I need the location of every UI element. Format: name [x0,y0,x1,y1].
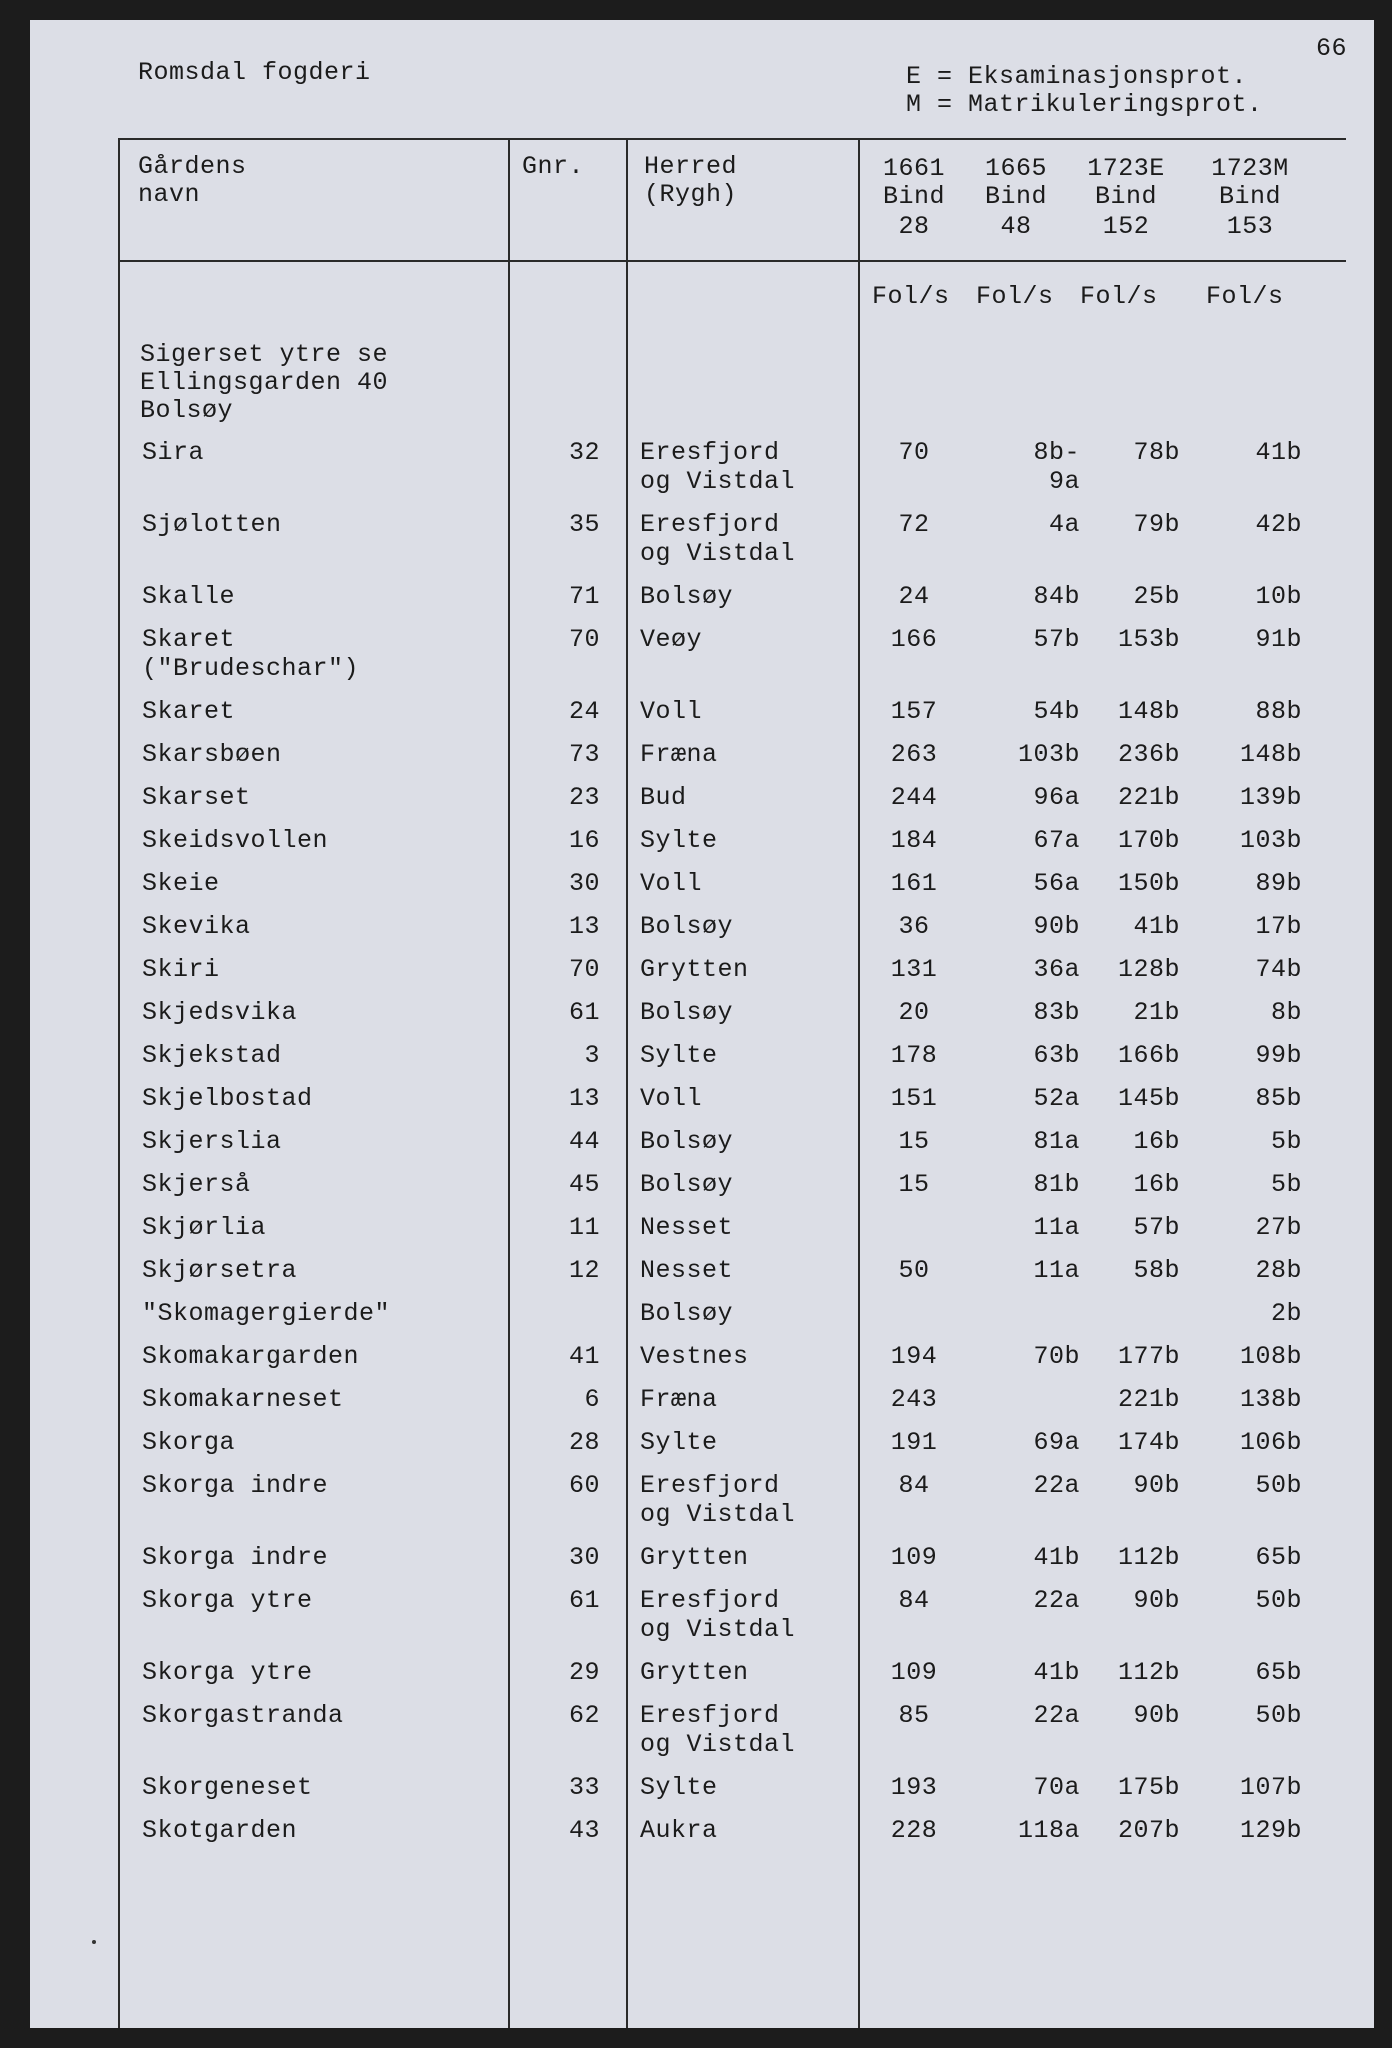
herred-cell: Bolsøy [640,1299,734,1328]
fol-1723e-cell: 221b [1117,783,1180,812]
table-row [30,625,1374,683]
herred-cell: Vestnes [640,1342,749,1371]
fol-1723m-cell: 65b [1255,1543,1302,1572]
gnr-cell: 11 [568,1213,600,1242]
herred-cell: Grytten [640,955,749,984]
fol-1723m-cell: 10b [1255,582,1302,611]
fol-1723e-cell: 41b [1133,912,1180,941]
herred-cell: Sylte [640,1041,718,1070]
fol-1723m-cell: 2b [1270,1299,1302,1328]
fol-1723m-cell: 50b [1255,1586,1302,1615]
gnr-cell: 13 [568,1084,600,1113]
fol-1665-cell: 70b [1033,1342,1080,1371]
table-row [30,1428,1374,1457]
table-row [30,1385,1374,1414]
herred-cell: Bud [640,783,687,812]
fol-1723e-cell: 166b [1117,1041,1180,1070]
herred-cell: Grytten [640,1543,749,1572]
gnr-cell: 71 [568,582,600,611]
fol-1661-cell: 228 [890,1816,938,1845]
fol-1723e-cell: 128b [1117,955,1180,984]
gnr-cell: 24 [568,697,600,726]
fol-1723m-cell: 129b [1239,1816,1302,1845]
gnr-cell: 45 [568,1170,600,1199]
table-row [30,510,1374,568]
fol-1723e-cell: 148b [1117,697,1180,726]
gnr-cell: 23 [568,783,600,812]
fol-1723m-cell: 27b [1255,1213,1302,1242]
fol-1723m-cell: 91b [1255,625,1302,654]
table-row [30,582,1374,611]
farm-name: Sira [142,438,205,467]
fol-1723m-cell: 65b [1255,1658,1302,1687]
fol-1665-cell: 63b [1033,1041,1080,1070]
farm-name: Skarsbøen [142,740,282,769]
fol-1661-cell: 243 [890,1385,938,1414]
fol-1661-cell: 36 [898,912,930,941]
herred-cell: Eresfjord [640,510,780,539]
fol-1661-cell: 109 [890,1543,938,1572]
farm-name: Skjerslia [142,1127,282,1156]
fol-1723m-cell: 99b [1255,1041,1302,1070]
fol-1723e-cell: 145b [1117,1084,1180,1113]
fol-1665-cell: 83b [1033,998,1080,1027]
farm-name: "Skomagergierde" [142,1299,391,1328]
farm-name: Skjekstad [142,1041,282,1070]
fol-1665-cell: 11a [1033,1256,1080,1285]
herred-cell: Bolsøy [640,1127,734,1156]
gnr-cell: 60 [568,1471,600,1500]
farm-name: Skeie [142,869,220,898]
fol-1661-cell: 15 [898,1170,930,1199]
fol-1661-cell: 166 [890,625,938,654]
fol-1665-cell: 22a [1033,1701,1080,1730]
fol-1661-cell: 193 [890,1773,938,1802]
fol-1665-cell: 81a [1033,1127,1080,1156]
fol-1723e-cell: 57b [1133,1213,1180,1242]
fol-1723e-cell: 90b [1133,1471,1180,1500]
table-row [30,1342,1374,1371]
fol-1661-cell: 72 [898,510,930,539]
fol-1661-cell: 24 [898,582,930,611]
table-row [30,438,1374,496]
table-row [30,1471,1374,1529]
fol-1661-cell: 131 [890,955,938,984]
farm-name: Skorga [142,1428,236,1457]
fol-1723e-cell: 221b [1117,1385,1180,1414]
fol-1661-cell: 50 [898,1256,930,1285]
herred-cell: Grytten [640,1658,749,1687]
fol-1723m-cell: 107b [1239,1773,1302,1802]
document-page: 66 Romsdal fogderi E = Eksaminasjonsprot. M = Matrikuleringsprot. Gårdens navn Gnr. Herred (Rygh) 1661 Bind 28 1665 Bind 48 1723E Bind 152 1723M Bind 153 Fol/s Fol/s Fol/s Fol/s Sigerset ytre se Ellingsgarden 40 Bolsøy Sira 32 Eresfjord og Vistdal 70 8b- 9a 78b 41b Sjølotten 35 Eresfjord og Vistdal 72 4a 79b 42b Skalle 71 Bolsøy 24 84b 25b 10b Skaret ("Brudeschar") 70 Veøy 166 57b 153b 91b Skaret 24 Voll 157 54b 148b 88b Skarsbøen 73 Fræna 263 103b 236b 148b Skarset 23 Bud 244 96a 221b 139b Skeidsvollen 16 Sylte 184 67a 170b 103b Skeie 30 Voll 161 56a 150b 89b Skevika 13 Bolsøy 36 90b 41b 17b Skiri 70 Grytten 131 36a 128b 74b Skjedsvika 61 Bolsøy 20 83b 21b 8b Skjekstad 3 Sylte 178 63b 166b 99b Skjelbostad 13 Voll 151 52a 145b 85b Skjerslia 44 Bolsøy 15 81a 16b 5b Skjerså 45 Bolsøy 15 81b 16b 5b Skjørlia 11 Nesset 11a 57b 27b Skjørsetra 12 Nesset 50 11a 58b 28b "Skomagergierde" Bolsøy 2b Skomakargarden 41 Vestnes 194 70b 177b 108b Skomakarneset 6 Fræna 243 221b 138b Skorga 28 Sylte 191 69a 174b 106b Skorga indre 60 Eresfjord og Vistdal 84 22a 90b 50b Skorga indre 30 Grytten 109 41b 112b 65b Skorga ytre 61 Eresfjord og Vistdal 84 22a 90b 50b Skorga ytre 29 Grytten 109 41b 112b 65b Skorgastranda 62 Eresfjord og Vistdal 85 22a 90b 50b Skorgeneset 33 Sylte 193 70a 175b 107b Skotgarden 43 Aukra 228 118a 207b 129b [30,20,1374,2028]
farm-name: Skalle [142,582,236,611]
fol-1665-cell: 90b [1033,912,1080,941]
fol-1723m-cell: 50b [1255,1701,1302,1730]
fol-1661-cell: 84 [898,1586,930,1615]
fol-1723e-cell: 175b [1117,1773,1180,1802]
herred-cell: Eresfjord [640,1471,780,1500]
table-row [30,1701,1374,1759]
gnr-cell: 44 [568,1127,600,1156]
herred-cell: Eresfjord [640,438,780,467]
fol-1665-cell: 41b [1033,1658,1080,1687]
fol-1665-cell: 70a [1033,1773,1080,1802]
herred-cell: Veøy [640,625,703,654]
fol-1723m-cell: 85b [1255,1084,1302,1113]
table-row [30,1543,1374,1572]
farm-name: Skorga ytre [142,1586,313,1615]
farm-name: Skomakargarden [142,1342,360,1371]
table-row [30,955,1374,984]
farm-name: Skjørsetra [142,1256,298,1285]
gnr-cell: 43 [568,1816,600,1845]
table-row [30,1816,1374,1845]
fol-1665-cell: 8b- [1033,438,1080,467]
farm-name: Skjørlia [142,1213,267,1242]
herred-cell: Fræna [640,740,718,769]
gnr-cell: 35 [568,510,600,539]
herred-cell: Aukra [640,1816,718,1845]
fol-1723e-cell: 21b [1133,998,1180,1027]
header-bottom-rule [118,260,1346,262]
farm-name: Skorgeneset [142,1773,313,1802]
farm-name: Skaret [142,697,236,726]
herred-cell: og Vistdal [640,467,796,496]
fol-1723m-cell: 5b [1270,1170,1302,1199]
herred-cell: Fræna [640,1385,718,1414]
herred-cell: Voll [640,697,703,726]
fol-1723m-cell: 103b [1239,826,1302,855]
fol-1723m-cell: 8b [1270,998,1302,1027]
fol-1661-cell: 85 [898,1701,930,1730]
farm-name: Skaret [142,625,236,654]
table-row [30,1127,1374,1156]
herred-cell: Eresfjord [640,1701,780,1730]
gnr-cell: 32 [568,438,600,467]
herred-cell: Sylte [640,1428,718,1457]
fol-1665-cell: 103b [1017,740,1080,769]
farm-name: Skjelbostad [142,1084,313,1113]
gnr-cell: 33 [568,1773,600,1802]
fol-1665-cell: 57b [1033,625,1080,654]
fol-1665-cell: 67a [1033,826,1080,855]
herred-cell: og Vistdal [640,1730,796,1759]
header-top-rule [118,138,1346,140]
herred-cell: Bolsøy [640,1170,734,1199]
gnr-cell: 3 [584,1041,600,1070]
table-row [30,1170,1374,1199]
legend-e: E = Eksaminasjonsprot. [906,62,1248,91]
gnr-cell: 41 [568,1342,600,1371]
column-header-gnr: Gnr. [522,152,585,181]
fol-1723m-cell: 42b [1255,510,1302,539]
gnr-cell: 61 [568,998,600,1027]
farm-name: Skevika [142,912,251,941]
table-row [30,697,1374,726]
fol-1665-cell: 41b [1033,1543,1080,1572]
fol-1661-cell: 184 [890,826,938,855]
herred-cell: Bolsøy [640,912,734,941]
herred-cell: Nesset [640,1213,734,1242]
fol-1661-cell: 194 [890,1342,938,1371]
farm-name: Skiri [142,955,220,984]
table-row [30,740,1374,769]
table-row [30,783,1374,812]
fol-1665-cell: 118a [1017,1816,1080,1845]
farm-name: Skorga indre [142,1543,329,1572]
herred-cell: Eresfjord [640,1586,780,1615]
fol-1661-cell: 244 [890,783,938,812]
table-row [30,1773,1374,1802]
fol-1723m-cell: 5b [1270,1127,1302,1156]
gnr-cell: 28 [568,1428,600,1457]
fol-1665-cell: 56a [1033,869,1080,898]
fol-1723m-cell: 17b [1255,912,1302,941]
gnr-cell: 6 [584,1385,600,1414]
fol-1723e-cell: 79b [1133,510,1180,539]
table-row [30,1586,1374,1644]
herred-cell: Sylte [640,826,718,855]
table-row [30,1213,1374,1242]
fol-1661-cell: 161 [890,869,938,898]
fol-1665-cell: 81b [1033,1170,1080,1199]
fol-1723e-cell: 153b [1117,625,1180,654]
table-row [30,1658,1374,1687]
herred-cell: Sylte [640,1773,718,1802]
fol-1661-cell: 151 [890,1084,938,1113]
herred-cell: og Vistdal [640,1615,796,1644]
fol-1723m-cell: 139b [1239,783,1302,812]
gnr-cell: 13 [568,912,600,941]
fol-1665-cell: 22a [1033,1471,1080,1500]
gnr-cell: 73 [568,740,600,769]
fol-1723m-cell: 41b [1255,438,1302,467]
gnr-cell: 16 [568,826,600,855]
fol-1723m-cell: 74b [1255,955,1302,984]
farm-name: Skarset [142,783,251,812]
table-row [30,1041,1374,1070]
table-row [30,826,1374,855]
fol-1723e-cell: 16b [1133,1170,1180,1199]
fol-1723m-cell: 88b [1255,697,1302,726]
fol-1665-cell: 52a [1033,1084,1080,1113]
fol-1665-cell: 9a [1048,467,1080,496]
fol-1723e-cell: 25b [1133,582,1180,611]
scan-dot [92,1940,96,1944]
legend-m: M = Matrikuleringsprot. [906,90,1263,119]
fol-1665-cell: 4a [1048,510,1080,539]
herred-cell: Bolsøy [640,998,734,1027]
herred-cell: Bolsøy [640,582,734,611]
fol-1661-cell: 263 [890,740,938,769]
fol-1723m-cell: 89b [1255,869,1302,898]
table-row [30,869,1374,898]
fol-1661-cell: 191 [890,1428,938,1457]
fol-1661-cell: 70 [898,438,930,467]
herred-cell: Nesset [640,1256,734,1285]
fol-1661-cell: 20 [898,998,930,1027]
fol-1723m-cell: 50b [1255,1471,1302,1500]
table-row [30,1084,1374,1113]
fol-1661-cell: 15 [898,1127,930,1156]
gnr-cell: 62 [568,1701,600,1730]
fol-1661-cell: 109 [890,1658,938,1687]
farm-name: Skotgarden [142,1816,298,1845]
fol-1723m-cell: 106b [1239,1428,1302,1457]
gnr-cell: 12 [568,1256,600,1285]
table-row [30,912,1374,941]
fol-1661-cell: 157 [890,697,938,726]
farm-name: Skorgastranda [142,1701,344,1730]
fol-1723e-cell: 112b [1117,1543,1180,1572]
fol-1665-cell: 22a [1033,1586,1080,1615]
gnr-cell: 30 [568,869,600,898]
fol-1723e-cell: 150b [1117,869,1180,898]
gnr-cell: 30 [568,1543,600,1572]
fol-1723e-cell: 58b [1133,1256,1180,1285]
herred-cell: og Vistdal [640,539,796,568]
fol-1723e-cell: 170b [1117,826,1180,855]
fol-1665-cell: 11a [1033,1213,1080,1242]
farm-name: ("Brudeschar") [142,654,360,683]
gnr-cell: 29 [568,1658,600,1687]
fol-1723e-cell: 16b [1133,1127,1180,1156]
fol-1723e-cell: 174b [1117,1428,1180,1457]
farm-name: Skorga indre [142,1471,329,1500]
gnr-cell: 70 [568,955,600,984]
fol-1723m-cell: 28b [1255,1256,1302,1285]
farm-name: Sjølotten [142,510,282,539]
farm-name: Skorga ytre [142,1658,313,1687]
gnr-cell: 70 [568,625,600,654]
fol-1723e-cell: 90b [1133,1701,1180,1730]
fol-1665-cell: 54b [1033,697,1080,726]
fol-1665-cell: 36a [1033,955,1080,984]
herred-cell: Voll [640,1084,703,1113]
fol-1665-cell: 69a [1033,1428,1080,1457]
table-row [30,998,1374,1027]
table-row [30,1256,1374,1285]
herred-cell: Voll [640,869,703,898]
farm-name: Skomakarneset [142,1385,344,1414]
fol-1661-cell: 178 [890,1041,938,1070]
fol-1665-cell: 96a [1033,783,1080,812]
fol-1723e-cell: 207b [1117,1816,1180,1845]
gnr-cell: 61 [568,1586,600,1615]
fol-1723e-cell: 78b [1133,438,1180,467]
fol-1723m-cell: 138b [1239,1385,1302,1414]
farm-name: Skjerså [142,1170,251,1199]
fol-1723e-cell: 236b [1117,740,1180,769]
page-number: 66 [1316,34,1348,63]
district-title: Romsdal fogderi [138,58,371,87]
fol-1723m-cell: 108b [1239,1342,1302,1371]
fol-1665-cell: 84b [1033,582,1080,611]
fol-1723m-cell: 148b [1239,740,1302,769]
fol-1723e-cell: 90b [1133,1586,1180,1615]
fol-1723e-cell: 112b [1117,1658,1180,1687]
farm-name: Skeidsvollen [142,826,329,855]
fol-1723e-cell: 177b [1117,1342,1180,1371]
table-row [30,1299,1374,1328]
fol-1661-cell: 84 [898,1471,930,1500]
farm-name: Skjedsvika [142,998,298,1027]
herred-cell: og Vistdal [640,1500,796,1529]
